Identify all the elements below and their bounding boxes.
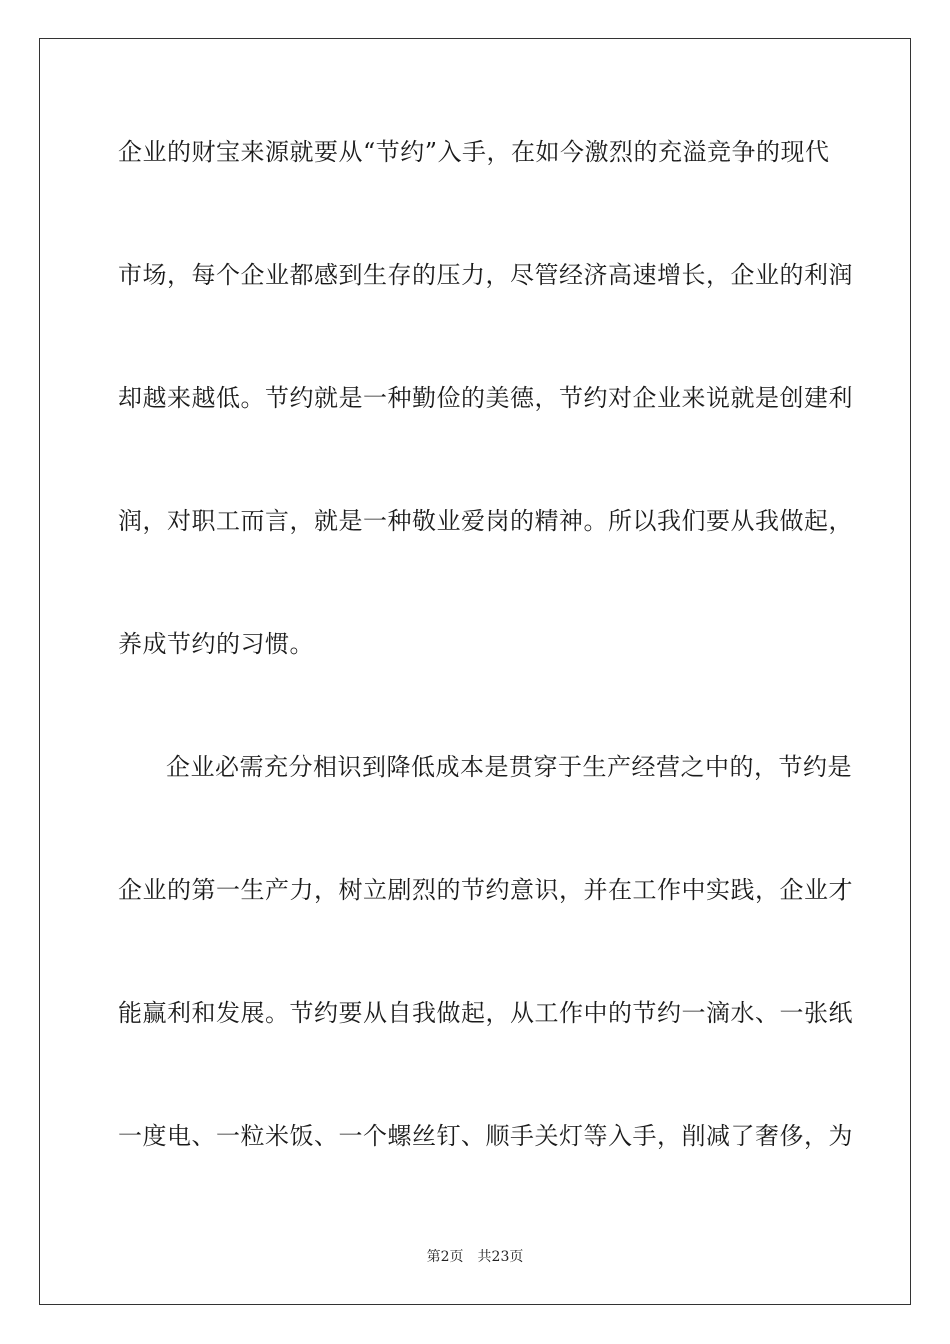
page-number: 第2页 (426, 1249, 464, 1265)
text-line: 润，对职工而言，就是一种敬业爱岗的精神。所以我们要从我做起， (118, 507, 853, 535)
text-line: 却越来越低。节约就是一种勤俭的美德，节约对企业来说就是创建利 (118, 384, 853, 412)
page-total: 共23页 (477, 1249, 524, 1265)
page-border (39, 38, 911, 1305)
text-line: 养成节约的习惯。 (118, 630, 314, 658)
text-line: 市场，每个企业都感到生存的压力，尽管经济高速增长，企业的利润 (118, 261, 853, 289)
text-line: 一度电、一粒米饭、一个螺丝钉、顺手关灯等入手，削减了奢侈，为 (118, 1122, 853, 1150)
page-footer (0, 1248, 950, 1266)
text-line: 能赢利和发展。节约要从自我做起，从工作中的节约一滴水、一张纸 (118, 999, 853, 1027)
paragraph-first-line: 企业必需充分相识到降低成本是贯穿于生产经营之中的，节约是 (166, 753, 852, 781)
text-line: 企业的第一生产力，树立剧烈的节约意识，并在工作中实践，企业才 (118, 876, 853, 904)
text-line: 企业的财宝来源就要从“节约”入手，在如今激烈的充溢竞争的现代 (118, 138, 830, 166)
